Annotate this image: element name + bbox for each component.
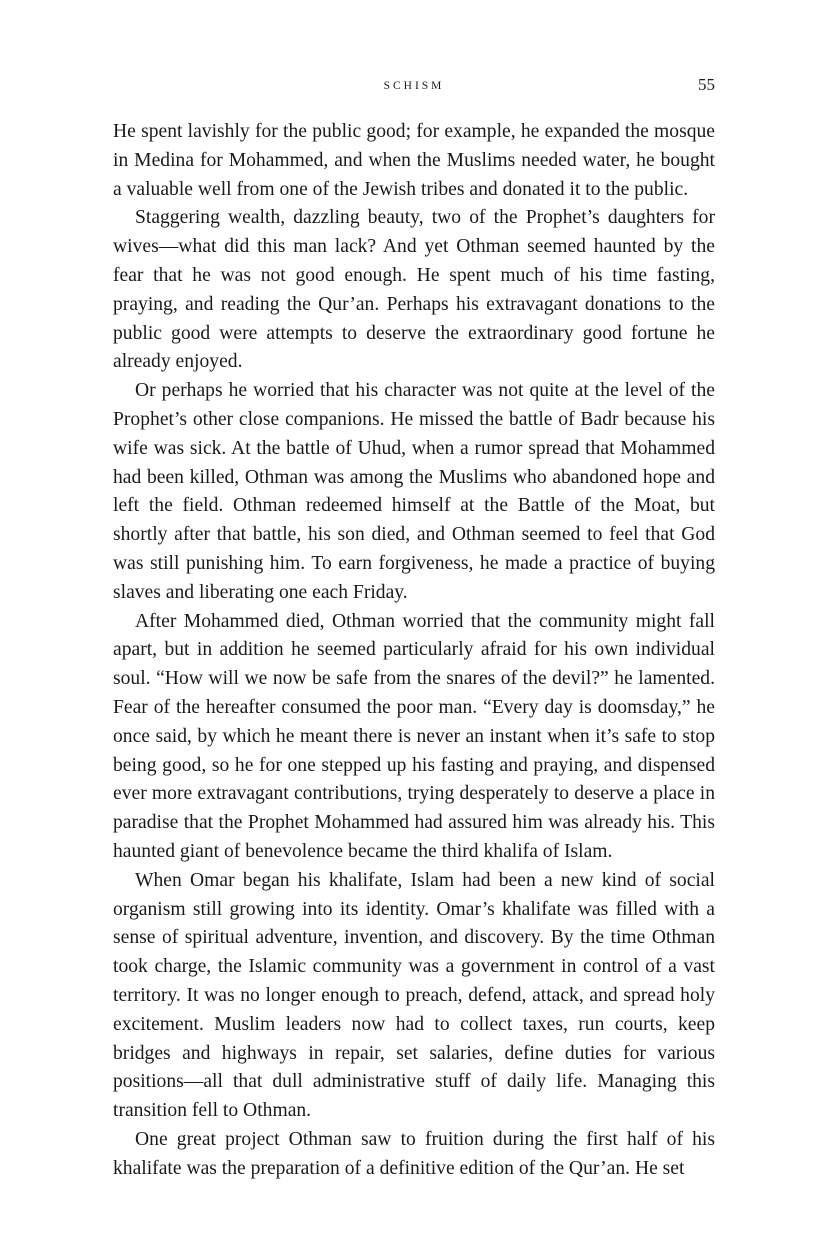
paragraph-5: When Omar began his khalifate, Islam had been a new kind of social organism still growing into its identity. Omar’s khalifate was filled with a sense of spiritual adventure, invention, and discovery. By the time Othman took charge, the Islamic community was a government in control of a vast territory. It was no longer enough to preach, defend, attack, and spread holy excitement. Muslim leaders now had to collect taxes, run courts, keep bridges and highways in repair, set salaries, define duties for various positions—all that dull administrative stuff of daily life. Managing this transition fell to Othman. — [113, 869, 715, 1122]
running-title: SCHISM — [383, 80, 445, 92]
running-head — [113, 75, 715, 102]
body-text — [113, 118, 715, 1183]
paragraph-3: Or perhaps he worried that his character was not quite at the level of the Prophet’s other close companions. He missed the battle of Badr because his wife was sick. At the battle of Uhud, when a rumor spread that Mohammed had been killed, Othman was among the Muslims who abandoned hope and left the field. Othman redeemed himself at the Battle of the Moat, but shortly after that battle, his son died, and Othman seemed to feel that God was still punishing him. To earn forgiveness, he made a practice of buying slaves and liberating one each Friday. — [113, 380, 715, 603]
page-number: 55 — [698, 75, 715, 94]
paragraph-1: He spent lavishly for the public good; for example, he expanded the mosque in Medina for Mohammed, and when the Muslims needed water, he bought a valuable well from one of the Jewish tribes and donated it to the public. — [113, 121, 715, 200]
paragraph-4: After Mohammed died, Othman worried that the community might fall apart, but in addition he seemed particularly afraid for his own individual soul. “How will we now be safe from the snares of the devil?” he lamented. Fear of the hereafter consumed the poor man. “Every day is doomsday,” he once said, by which he meant there is never an instant when it’s safe to stop being good, so he for one stepped up his fasting and praying, and dispensed ever more extravagant contributions, trying desperately to deserve a place in paradise that the Prophet Mohammed had assured him was already his. This haunted giant of benevolence became the third khalifa of Islam. — [113, 610, 715, 862]
paragraph-2: Staggering wealth, dazzling beauty, two of the Prophet’s daughters for wives—what did this man lack? And yet Othman seemed haunted by the fear that he was not good enough. He spent much of his time fasting, praying, and reading the Qur’an. Perhaps his extravagant donations to the public good were attempts to deserve the extraordinary good fortune he already enjoyed. — [113, 207, 715, 373]
book-page — [113, 75, 715, 1183]
paragraph-6: One great project Othman saw to fruition during the first half of his khalifate was the preparation of a definitive edition of the Qur’an. He set — [113, 1128, 715, 1179]
